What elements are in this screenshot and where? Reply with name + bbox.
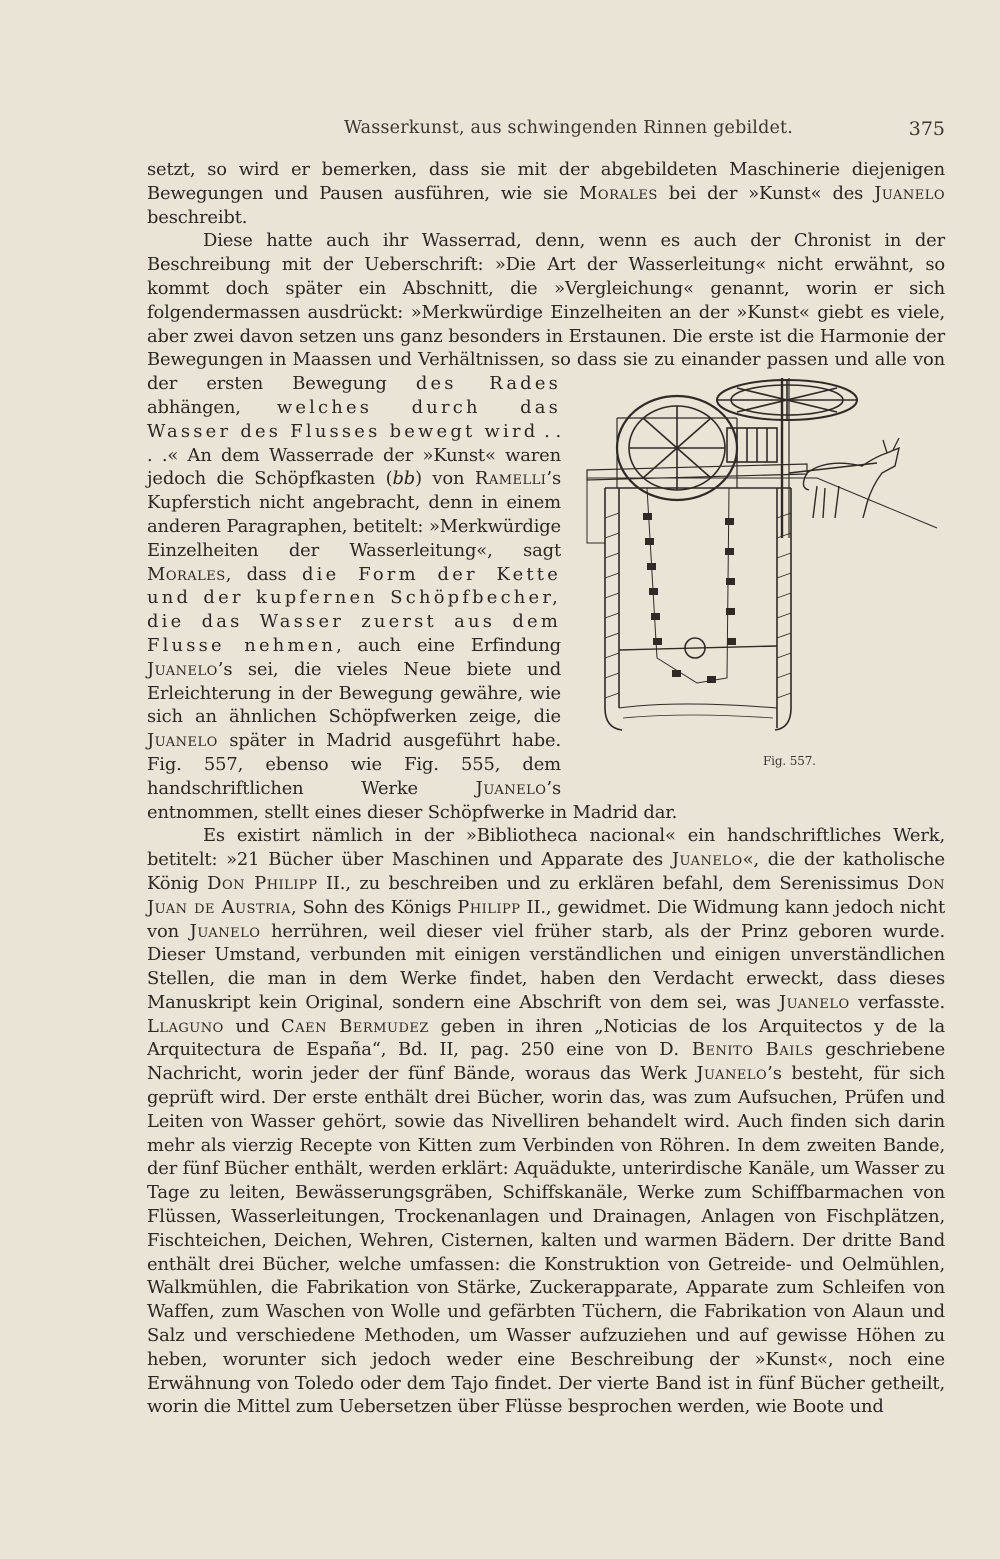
paragraph-2: Diese hatte auch ihr Wasserrad, denn, wenn es auch der Chronist in der Beschreibung mit der Ueberschrift: »Die Art der Wasserleitung« nicht erwähnt, so kommt doch später ein Abschnitt, die »Vergleichung« genannt, worin er sich folgendermassen ausdrückt: »Merkwürdige Einzelheiten an der »Kunst« giebt es viele, aber zwei davon setzen uns ganz besonders in Erstaunen. Die erste ist die Harmonie der Bewegungen in Maassen und Verhältnissen, so dass sie zu einander passen und alle von der ersten Bewegung Fig. 557. des Rades abhängen, welches durch das Wasser des Flusses bewegt wird . . . .« An dem Wasserrade der »Kunst« waren jedoch die Schöpfkasten (bb) von Ramelli’s Kupferstich nicht angebracht, denn in einem anderen Paragraphen, betitelt: »Merkwürdige Einzelheiten der Wasserleitung«, sagt Morales, dass die Form der Kette und der kupfernen Schöpfbecher, die das Wasser zuerst aus dem Flusse nehmen, auch eine Erfindung Juanelo’s sei, die vieles Neue biete und Erleichterung in der Bewegung gewähre, wie sich an ähnlichen Schöpfwerken zeige, die Juanelo später in Madrid ausgeführt habe. Fig. 557, ebenso wie Fig. 555, dem handschriftlichen Werke Juanelo’s entnommen, stellt eines dieser Schöpfwerke in Madrid dar. — [147, 230, 945, 823]
paragraph-3: Es existirt nämlich in der »Bibliotheca nacional« ein handschriftliches Werk, betitelt: »21 Bücher über Maschinen und Apparate des Juanelo«, die der katholische König Don Philipp II., zu beschreiben und zu erklären befahl, dem Serenissimus Don Juan de Austria, Sohn des Königs Philipp II., gewidmet. Die Widmung kann jedoch nicht von Juanelo herrühren, weil dieser viel früher starb, als der Prinz geboren wurde. Dieser Umstand, verbunden mit einigen verständlichen und einigen unverständlichen Stellen, die man in dem Werke findet, haben den Verdacht erweckt, dass dieses Manuskript kein Original, sondern eine Abschrift von dem sei, was Juanelo verfasste. Llaguno und Caen Bermudez geben in ihren „Noticias de los Arquitectos y de la Arquitectura de España“, Bd. II, pag. 250 eine von D. Benito Bails geschriebene Nachricht, worin jeder der fünf Bände, woraus das Werk Juanelo’s besteht, für sich geprüft wird. Der erste enthält drei Bücher, worin das, was zum Aufsuchen, Prüfen und Leiten von Wasser gehört, sowie das Nivelliren behandelt wird. Auch finden sich darin mehr als vierzig Recepte von Kitten zum Verbinden von Röhren. In dem zweiten Bande, der fünf Bücher enthält, werden erklärt: Aquädukte, unterirdische Kanäle, um Wasser zu Tage zu leiten, Bewässerungsgräben, Schiffskanäle, Werke zum Schiffbarmachen von Flüssen, Wasserleitungen, Trockenanlagen und Drainagen, Anlagen von Fischplätzen, Fischteichen, Deichen, Wehren, Cisternen, kalten und warmen Bädern. Der dritte Band enthält drei Bücher, welche umfassen: die Konstruktion von Getreide- und Oelmühlen, Walkmühlen, die Fabrikation von Stärke, Zuckerapparate, Apparate zum Schleifen von Waffen, zum Waschen von Wolle und gefärbten Tüchern, die Fabrikation von Alaun und Salz und verschiedene Methoden, um Wasser aufzuziehen und auf gewisse Höhen zu heben, worunter sich jedoch weder eine Beschreibung der »Kunst«, noch eine Erwähnung von Toledo oder dem Tajo findet. Der vierte Band ist in fünf Bücher getheilt, worin die Mittel zum Uebersetzen über Flüsse besprochen werden, wie Boote und — [147, 825, 946, 1418]
water-wheel-engraving — [577, 378, 945, 750]
figure-557 — [577, 378, 945, 793]
paragraph-1: setzt, so wird er bemerken, dass sie mit der abgebildeten Maschinerie diejenigen Bewegungen und Pausen ausführen, wie sie Morales bei der »Kunst« des Juanelo beschreibt. — [147, 159, 945, 228]
running-head-title: Wasserkunst, aus schwingenden Rinnen gebildet. — [344, 118, 794, 138]
body-text — [147, 158, 945, 1419]
page-number: 375 — [908, 118, 945, 140]
figure-caption: Fig. 557. — [763, 754, 816, 769]
